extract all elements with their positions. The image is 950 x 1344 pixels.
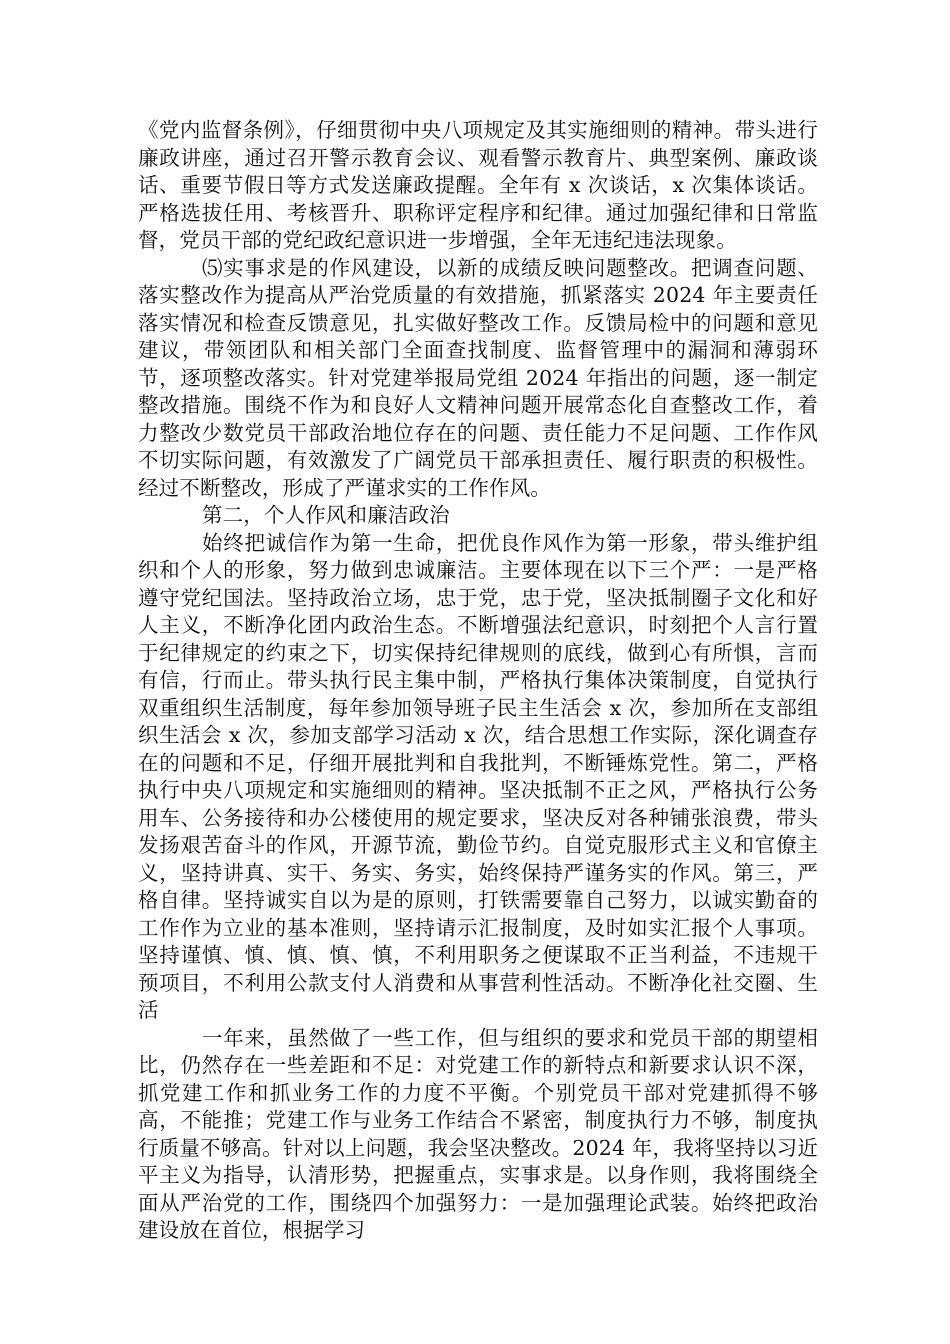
paragraph-shortcomings: 一年来，虽然做了一些工作，但与组织的要求和党员干部的期望相比，仍然存在一些差距和不足：对党建工作的新特点和新要求认识不深，抓党建工作和抓业务工作的力度不平衡。个别党员干部对党建抓得不够高，不能推；党建工作与业务工作结合不紧密，制度执行力不够，制度执行质量不够高。针对以上问题，我会坚决整改。2024 年，我将坚持以习近平主义为指导，认清形势，把握重点，实事求是。以身作则，我将围绕全面从严治党的工作，围绕四个加强努力：一是加强理论武装。始终把政治建设放在首位，根据学习: [138, 1025, 818, 1242]
paragraph-rectification: ⑸实事求是的作风建设，以新的成绩反映问题整改。把调查问题、落实整改作为提高从严治党质量的有效措施，抓紧落实 2024 年主要责任落实情况和检查反馈意见，扎实做好整改工作。反馈局检中的问题和意见建议，带领团队和相关部门全面查找制度、监督管理中的漏洞和薄弱环节，逐项整改落实。针对党建举报局党组 2024 年指出的问题，逐一制定整改措施。围绕不作为和良好人文精神问题开展常态化自查整改工作，着力整改少数党员干部政治地位存在的问题、责任能力不足问题、工作作风不切实际问题，有效激发了广阔党员干部承担责任、履行职责的积极性。经过不断整改，形成了严谨求实的工作作风。: [138, 255, 818, 500]
paragraph-integrity: 始终把诚信作为第一生命，把优良作风作为第一形象，带头维护组织和个人的形象，努力做到忠诚廉洁。主要体现在以下三个严：一是严格遵守党纪国法。坚持政治立场，忠于党，忠于党，坚决抵制圈子文化和好人主义，不断净化团内政治生态。不断增强法纪意识，时刻把个人言行置于纪律规定的约束之下，切实保持纪律规则的底线，做到心有所惧，言而有信，行而止。带头执行民主集中制，严格执行集体决策制度，自觉执行双重组织生活制度，每年参加领导班子民主生活会 x 次，参加所在支部组织生活会 x 次，参加支部学习活动 x 次，结合思想工作实际，深化调查存在的问题和不足，仔细开展批判和自我批判，不断锤炼党性。第二，严格执行中央八项规定和实施细则的精神。坚决抵制不正之风，严格执行公务用车、公务接待和办公楼使用的规定要求，坚决反对各种铺张浪费，带头发扬艰苦奋斗的作风，开源节流，勤俭节约。自觉克服形式主义和官僚主义，坚持讲真、实干、务实、务实，始终保持严谨务实的作风。第三，严格自律。坚持诚实自以为是的原则，打铁需要靠自己努力，以诚实勤奋的工作作为立业的基本准则，坚持请示汇报制度，及时如实汇报个人事项。坚持谨慎、慎、慎、慎、慎，不利用职务之便谋取不正当利益，不违规干预项目，不利用公款支付人消费和从事营利性活动。不断净化社交圈、生活: [138, 530, 818, 1022]
paragraph-supervision: 《党内监督条例》，仔细贯彻中央八项规定及其实施细则的精神。带头进行廉政讲座，通过召开警示教育会议、观看警示教育片、典型案例、廉政谈话、重要节假日等方式发送廉政提醒。全年有 x 次谈话，x 次集体谈话。严格选拔任用、考核晋升、职称评定程序和纪律。通过加强纪律和日常监督，党员干部的党纪政纪意识进一步增强，全年无违纪违法现象。: [138, 118, 818, 252]
section-heading-personal-style: 第二，个人作风和廉洁政治: [202, 503, 450, 527]
document-body: [138, 117, 818, 1245]
